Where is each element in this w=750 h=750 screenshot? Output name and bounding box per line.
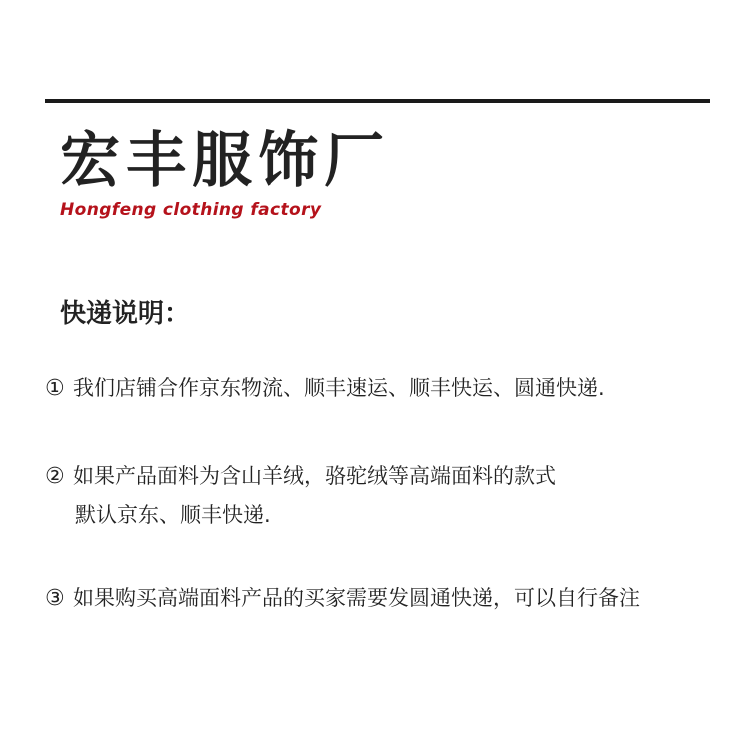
shipping-note-1 xyxy=(45,369,605,408)
brand-title: 宏丰服饰厂 xyxy=(60,126,390,196)
note-marker-1: ① xyxy=(45,376,65,401)
note-3-line-1: 如果购买高端面料产品的买家需要发圆通快递，可以自行备注 xyxy=(73,586,640,610)
section-heading: 快递说明： xyxy=(60,299,191,329)
note-1-line-1: 我们店铺合作京东物流、顺丰速运、顺丰快运、圆通快递. xyxy=(73,376,605,400)
note-marker-2: ② xyxy=(45,464,65,489)
note-2-line-2: 默认京东、顺丰快递. xyxy=(75,503,271,527)
shipping-note-3 xyxy=(45,579,640,618)
shipping-note-2 xyxy=(45,457,556,534)
top-divider xyxy=(45,99,710,103)
brand-subtitle: Hongfeng clothing factory xyxy=(60,200,322,220)
note-2-line-1: 如果产品面料为含山羊绒，骆驼绒等高端面料的款式 xyxy=(73,464,556,488)
note-marker-3: ③ xyxy=(45,586,65,611)
